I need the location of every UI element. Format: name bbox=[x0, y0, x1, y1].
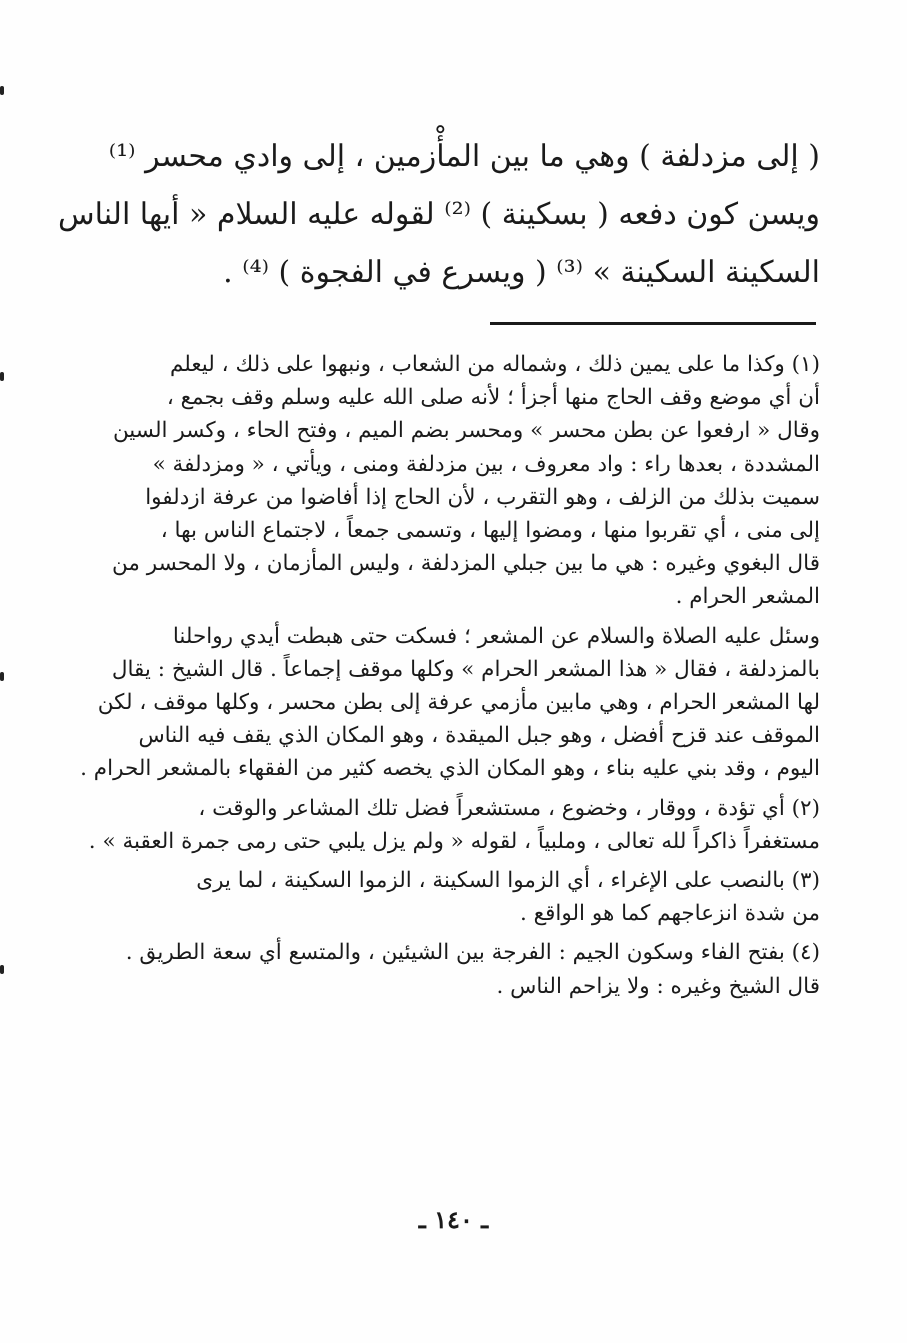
footnote-line: من شدة انزعاجهم كما هو الواقع . bbox=[520, 901, 820, 927]
footnote-4 bbox=[72, 936, 820, 1002]
footnote-1 bbox=[72, 348, 820, 614]
footnote-line: (٢) أي تؤدة ، ووقار ، وخضوع ، مستشعراً فضل تلك المشاعر والوقت ، bbox=[198, 795, 820, 821]
footnote-line: سميت بذلك من الزلف ، وهو التقرب ، لأن الحاج إذا أفاضوا من عرفة ازدلفوا bbox=[145, 484, 820, 510]
footnote-line: اليوم ، وقد بني عليه بناء ، وهو المكان الذي يخصه كثير من الفقهاء بالمشعر الحرام . bbox=[80, 756, 820, 782]
footnote-2 bbox=[72, 792, 820, 858]
footnote-line: وسئل عليه الصلاة والسلام عن المشعر ؛ فسكت حتى هبطت أيدي رواحلنا bbox=[172, 623, 820, 649]
margin-mark bbox=[0, 965, 4, 974]
footnote-line: قال البغوي وغيره : هي ما بين جبلي المزدلفة ، وليس المأزمان ، ولا المحسر من bbox=[112, 551, 820, 577]
footnote-line: (٣) بالنصب على الإغراء ، أي الزموا السكينة ، الزموا السكينة ، لما يرى bbox=[196, 868, 820, 894]
footnote-line: (٤) بفتح الفاء وسكون الجيم : الفرجة بين الشيئين ، والمتسع أي سعة الطريق . bbox=[125, 940, 820, 966]
footnote-separator bbox=[490, 322, 816, 325]
footnote-line: أن أي موضع وقف الحاج منها أجزأ ؛ لأنه صلى الله عليه وسلم وقف بجمع ، bbox=[166, 385, 820, 411]
footnote-line: المشعر الحرام . bbox=[675, 584, 820, 610]
main-text bbox=[57, 128, 820, 302]
footnote-line: المشددة ، بعدها راء : واد معروف ، بين مزدلفة ومنى ، ويأتي ، « ومزدلفة » bbox=[152, 451, 820, 477]
page-number: ـ ١٤٠ ـ bbox=[418, 1205, 489, 1234]
footnote-line: الموقف عند قزح أفضل ، وهو جبل الميقدة ، وهو المكان الذي يقف فيه الناس bbox=[138, 723, 820, 749]
footnote-line: (١) وكذا ما على يمين ذلك ، وشماله من الشعاب ، ونبهوا على ذلك ، ليعلم bbox=[170, 352, 820, 377]
main-text-line: ( إلى مزدلفة ) وهي ما بين المأْزمين ، إلى وادي محسر ⁽¹⁾ bbox=[108, 139, 820, 174]
footnote-line: وقال « ارفعوا عن بطن محسر » ومحسر بضم الميم ، وفتح الحاء ، وكسر السين bbox=[112, 418, 820, 444]
footnote-line: لها المشعر الحرام ، وهي مابين مأزمي عرفة إلى بطن محسر ، وكلها موقف ، لكن bbox=[97, 690, 820, 716]
margin-mark bbox=[0, 86, 4, 95]
footnote-1-continued bbox=[72, 620, 820, 786]
footnote-line: مستغفراً ذاكراً لله تعالى ، وملبياً ، لقوله « ولم يزل يلبي حتى رمى جمرة العقبة » . bbox=[88, 828, 820, 854]
footnote-line: قال الشيخ وغيره : ولا يزاحم الناس . bbox=[496, 973, 820, 999]
margin-mark bbox=[0, 372, 4, 381]
main-text-line: السكينة السكينة » ⁽³⁾ ( ويسرع في الفجوة ) ⁽⁴⁾ . bbox=[223, 255, 820, 290]
footnote-line: بالمزدلفة ، فقال « هذا المشعر الحرام » وكلها موقف إجماعاً . قال الشيخ : يقال bbox=[111, 656, 820, 682]
main-text-line: ويسن كون دفعه ( بسكينة ) ⁽²⁾ لقوله عليه السلام « أيها الناس bbox=[57, 197, 820, 232]
footnote-line: إلى منى ، أي تقربوا منها ، ومضوا إليها ، وتسمى جمعاً ، لاجتماع الناس بها ، bbox=[160, 518, 820, 544]
footnotes bbox=[72, 348, 820, 1009]
margin-mark bbox=[0, 672, 4, 681]
footnote-3 bbox=[72, 864, 820, 930]
